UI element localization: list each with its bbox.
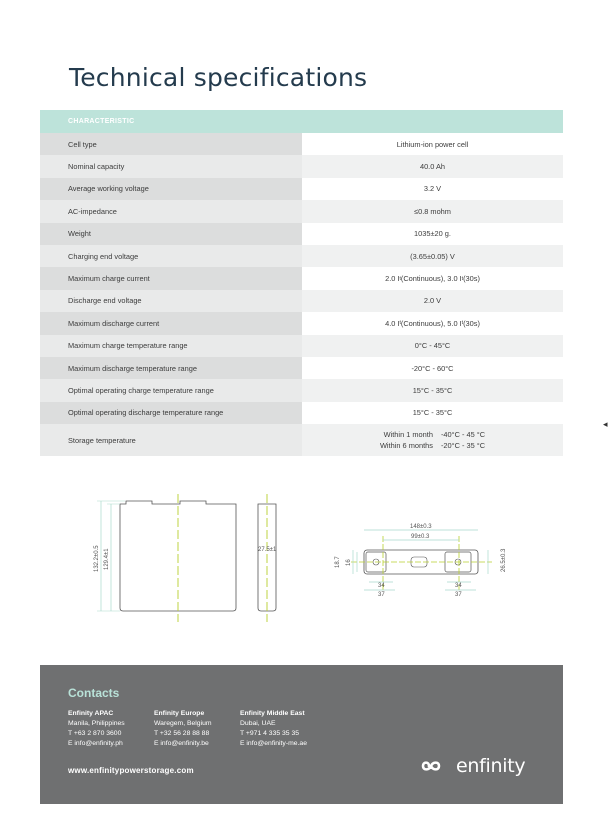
- front-height-inner-label: 129.4±1: [104, 548, 110, 570]
- spec-value: (3.65±0.05) V: [302, 245, 563, 267]
- storage-period: Within 1 month: [383, 430, 433, 440]
- table-row: [40, 133, 563, 155]
- spec-value-part: 2.0 I: [385, 274, 400, 284]
- table-row: [40, 402, 563, 424]
- spec-value: 1035±20 g.: [302, 223, 563, 245]
- office-email: E info@enfinity-me.ae: [240, 740, 307, 747]
- table-row: [40, 155, 563, 177]
- office-apac: [68, 709, 125, 749]
- dimension-drawing: [40, 490, 563, 630]
- website-link[interactable]: www.enfinitypowerstorage.com: [68, 766, 194, 775]
- spec-label: AC-impedance: [40, 200, 302, 222]
- left-inner-label: 16: [346, 559, 352, 566]
- infinity-icon: [420, 758, 456, 774]
- cell-drawings: [40, 490, 563, 630]
- office-europe: [154, 709, 212, 749]
- office-phone: T +63 2 870 3600: [68, 730, 122, 737]
- front-height-outer-label: 132.2±0.5: [94, 545, 100, 572]
- spec-table: [40, 110, 563, 456]
- side-view: [258, 494, 277, 622]
- left-terminal-inner-label: 34: [378, 583, 385, 589]
- top-width-total-label: 148±0.3: [410, 524, 432, 530]
- spec-value-part: (Continuous), 5.0 I: [400, 318, 462, 328]
- page-edge-mark: ◂: [603, 419, 608, 429]
- spec-value: -20°C - 60°C: [302, 357, 563, 379]
- spec-label: Cell type: [40, 133, 302, 155]
- spec-label: Average working voltage: [40, 178, 302, 200]
- spec-label: Discharge end voltage: [40, 290, 302, 312]
- spec-label: Charging end voltage: [40, 245, 302, 267]
- spec-label: Optimal operating charge temperature range: [40, 379, 302, 401]
- spec-value: 2.0 V: [302, 290, 563, 312]
- office-city: Manila, Philippines: [68, 720, 125, 727]
- logo-wordmark: enfinity: [456, 755, 526, 777]
- spec-value: [302, 267, 563, 289]
- spec-label: Maximum charge temperature range: [40, 335, 302, 357]
- spec-label: Weight: [40, 223, 302, 245]
- table-row-storage: [40, 424, 563, 456]
- side-thickness-label: 27.5±1: [258, 547, 277, 553]
- spec-value-part: (30s): [463, 318, 480, 328]
- spec-value: [302, 312, 563, 334]
- top-width-inner-label: 99±0.3: [411, 534, 430, 540]
- spec-value-part: t: [399, 275, 401, 282]
- table-row: [40, 267, 563, 289]
- spec-value-part: t: [461, 275, 464, 282]
- spec-value: ≤0.8 mohm: [302, 200, 563, 222]
- office-city: Waregem, Belgium: [154, 720, 212, 727]
- storage-range: -40°C - 45 °C: [440, 430, 486, 440]
- spec-label: Maximum discharge current: [40, 312, 302, 334]
- spec-label: Maximum charge current: [40, 267, 302, 289]
- table-row: [40, 245, 563, 267]
- spec-value: 40.0 Ah: [302, 155, 563, 177]
- office-name: Enfinity Middle East: [240, 710, 305, 717]
- spec-value: [302, 424, 563, 456]
- table-row: [40, 200, 563, 222]
- office-email: E info@enfinity.be: [154, 740, 209, 747]
- enfinity-logo: [420, 755, 525, 777]
- spec-label: Nominal capacity: [40, 155, 302, 177]
- storage-grid: [380, 430, 485, 450]
- top-view: [335, 524, 507, 598]
- table-row: [40, 290, 563, 312]
- office-name: Enfinity APAC: [68, 710, 114, 717]
- table-row: [40, 223, 563, 245]
- office-phone: T +32 56 28 88 88: [154, 730, 210, 737]
- page-title: Technical specifications: [69, 63, 368, 92]
- table-row: [40, 379, 563, 401]
- left-height-label: 18.7: [335, 556, 341, 568]
- contacts-panel: [40, 665, 563, 804]
- spec-value: Lithium-ion power cell: [302, 133, 563, 155]
- spec-label: Maximum discharge temperature range: [40, 357, 302, 379]
- contacts-title: Contacts: [68, 686, 120, 700]
- table-row: [40, 178, 563, 200]
- table-row: [40, 335, 563, 357]
- storage-range: -20°C - 35 °C: [440, 441, 486, 451]
- table-row: [40, 357, 563, 379]
- spec-value-part: (30s): [463, 274, 480, 284]
- table-header: CHARACTERISTIC: [40, 110, 563, 133]
- left-terminal-outer-label: 37: [378, 592, 385, 598]
- spec-value-part: (Continuous), 3.0 I: [400, 274, 462, 284]
- front-view: [94, 494, 236, 622]
- office-email: E info@enfinity.ph: [68, 740, 123, 747]
- right-height-label: 26.5±0.3: [501, 548, 507, 572]
- spec-value-part: t: [399, 320, 401, 327]
- office-phone: T +971 4 335 35 35: [240, 730, 300, 737]
- storage-period: Within 6 months: [379, 441, 433, 451]
- spec-label: Storage temperature: [40, 424, 302, 456]
- right-terminal-inner-label: 34: [455, 583, 462, 589]
- spec-label: Optimal operating discharge temperature range: [40, 402, 302, 424]
- table-row: [40, 312, 563, 334]
- spec-value: 15°C - 35°C: [302, 379, 563, 401]
- spec-value: 0°C - 45°C: [302, 335, 563, 357]
- spec-value: 3.2 V: [302, 178, 563, 200]
- office-name: Enfinity Europe: [154, 710, 205, 717]
- spec-value-part: t: [461, 320, 464, 327]
- office-middle-east: [240, 709, 307, 749]
- spec-value-part: 4.0 I: [385, 318, 400, 328]
- right-terminal-outer-label: 37: [455, 592, 462, 598]
- spec-value: 15°C - 35°C: [302, 402, 563, 424]
- office-city: Dubai, UAE: [240, 720, 276, 727]
